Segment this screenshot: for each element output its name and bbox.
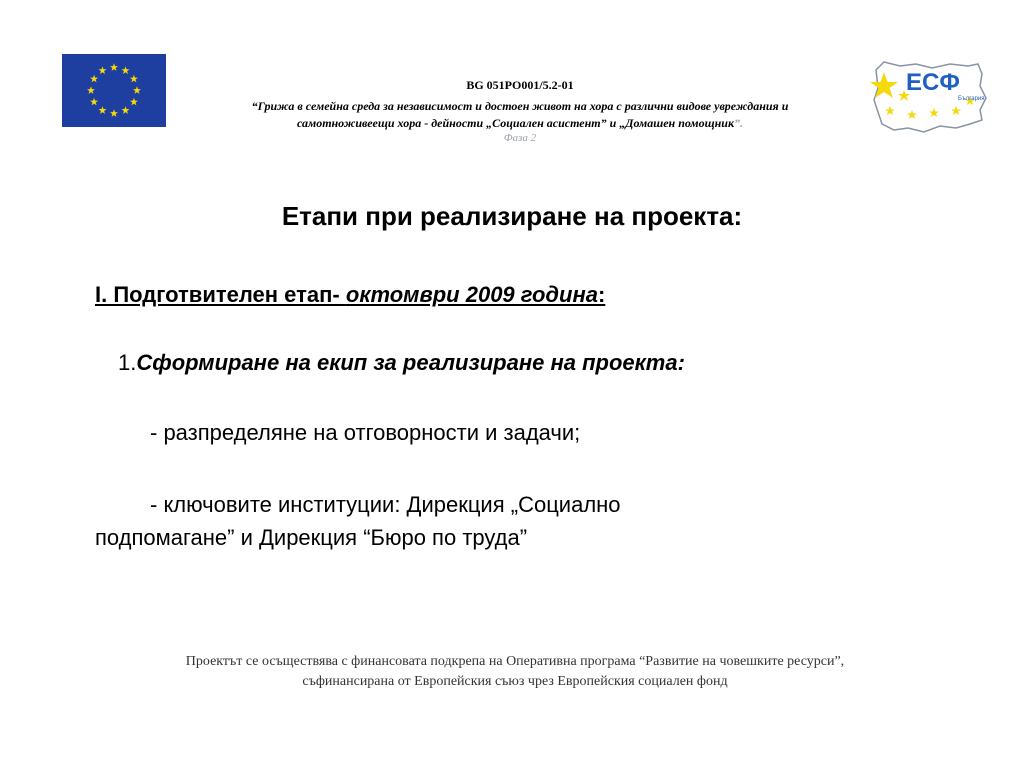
esf-logo-text: ЕСФ — [906, 69, 960, 96]
bullet-institutions-line2: подпомагане” и Дирекция “Бюро по труда” — [95, 525, 528, 550]
esf-logo-country: България — [958, 96, 985, 102]
project-description-closing-quote: ”. — [734, 116, 744, 130]
step-item — [118, 350, 685, 376]
stage-heading — [95, 282, 605, 308]
project-code: BG 051PO001/5.2-01 — [466, 78, 574, 92]
bullet-responsibilities: - разпределяне на отговорности и задачи; — [150, 420, 581, 445]
footer-line2: съфинансирана от Европейския съюз чрез Европейския социален фонд — [302, 674, 728, 689]
project-phase: Фаза 2 — [503, 132, 537, 144]
project-description — [180, 98, 860, 132]
step-text: Сформиране на екип за реализиране на проекта: — [136, 350, 685, 375]
funding-footer — [90, 652, 940, 692]
esf-bulgaria-logo — [870, 58, 990, 136]
slide-title: Етапи при реализиране на проекта: — [281, 201, 743, 231]
stage-date: октомври 2009 година — [345, 282, 598, 307]
bullet-institutions-line1-wrap — [95, 488, 621, 521]
bullet-institutions — [95, 488, 621, 554]
footer-line1: Проектът се осъществява с финансовата подкрепа на Оперативна програма “Развитие на човешките ресурси”, — [185, 654, 845, 669]
step-number: 1. — [118, 350, 137, 375]
eu-flag-logo — [62, 54, 166, 127]
project-description-line2: самотноживеещи хора - дейности „Социален асистент” и „Домашен помощник — [296, 116, 735, 130]
bullet-institutions-line1: - ключовите институции: Дирекция „Социално — [150, 492, 621, 517]
stage-label: I. Подготвителен етап- — [95, 282, 346, 307]
stage-colon: : — [597, 282, 606, 307]
project-header — [180, 78, 860, 144]
project-description-line1: “Грижа в семейна среда за независимост и достоен живот на хора с различни видове увреждания и — [251, 99, 789, 113]
project-description-line2-wrap — [180, 115, 860, 132]
